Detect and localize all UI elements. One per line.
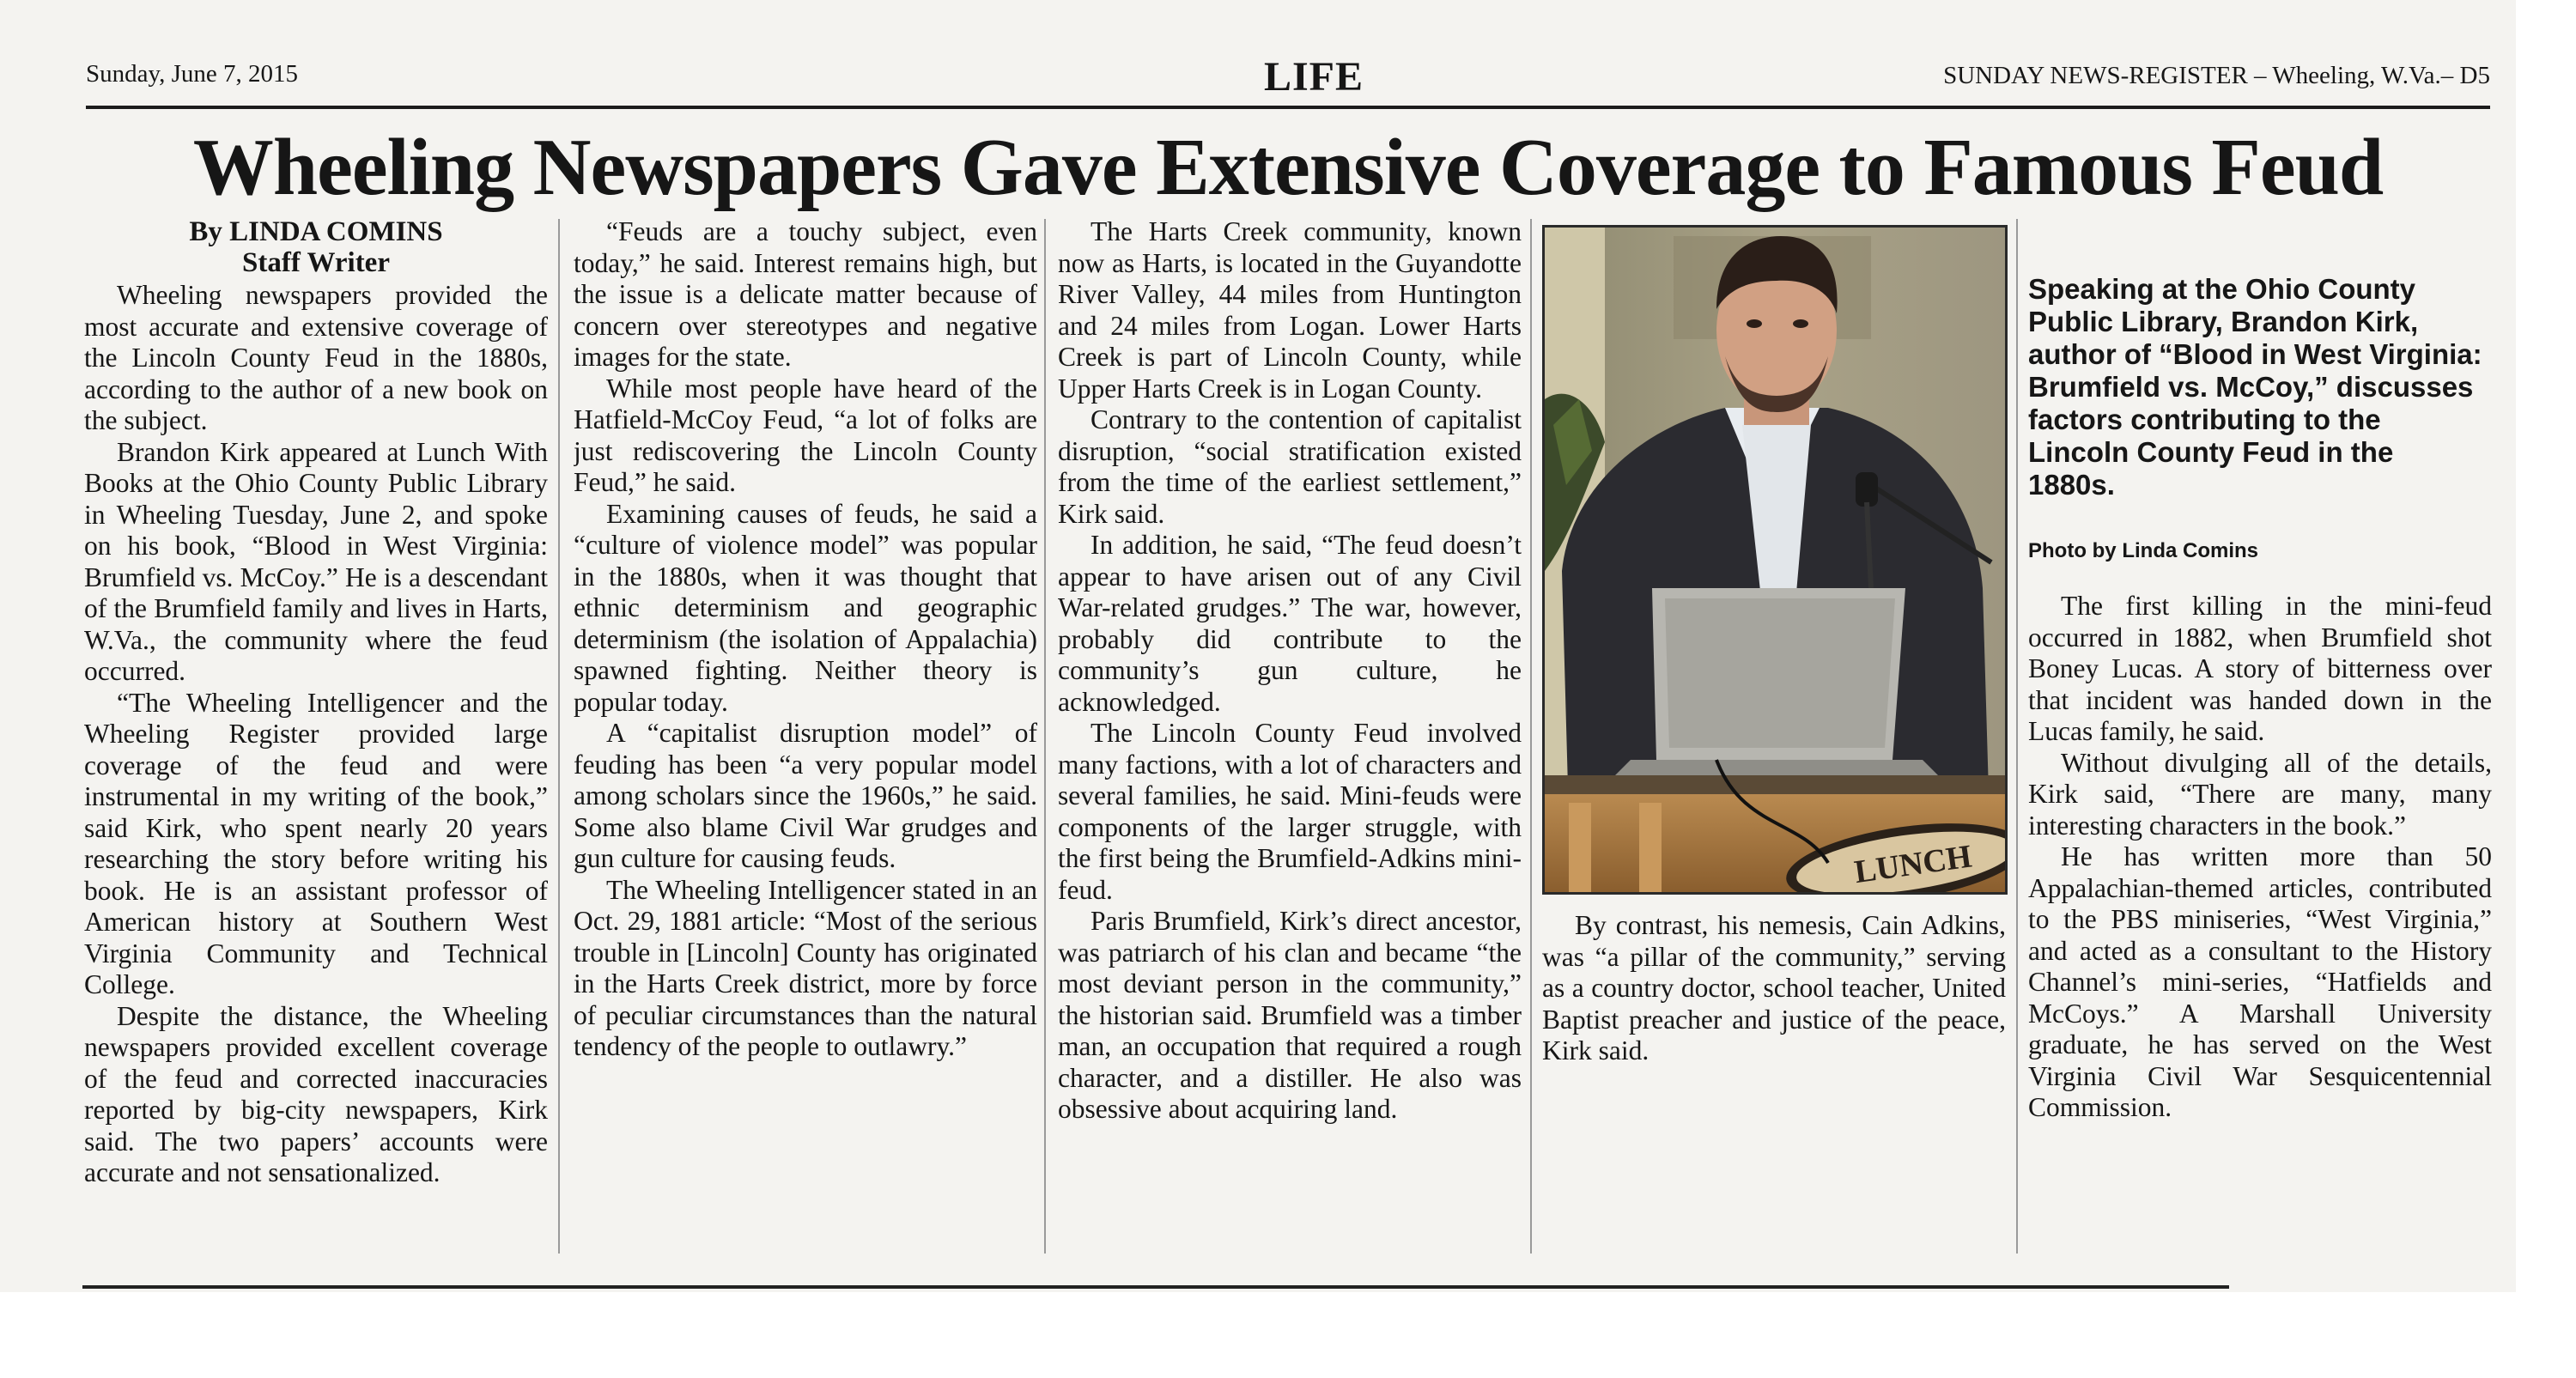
paragraph: “The Wheeling Intelligencer and the Wheeling Register provided large coverage of the feud and were instrumental in my writing of the book,” said Kirk, who spent nearly 20 years researching the story before writing his book. He is an assistant professor of American history at Southern West Virginia Community and Technical College. [84,687,548,999]
issue-date: Sunday, June 7, 2015 [86,60,299,88]
column-divider [1530,219,1532,1254]
section-name: LIFE [1263,54,1364,100]
paragraph: The Harts Creek community, known now as Harts, is located in the Guyandotte River Valley, 44 miles from Huntington and 24 miles from Logan. Lower Harts Creek is part of Lincoln County, while Upper Harts Creek is in Logan County. [1058,216,1522,404]
caption-text: Speaking at the Ohio County Public Library, Brandon Kirk, author of “Blood in West Virginia: Brumfield vs. McCoy,” discusses factors contributing to the Lincoln County Feud in the 1880s. [2028,273,2482,501]
paragraph: The Wheeling Intelligencer stated in an Oct. 29, 1881 article: “Most of the serious trouble in [Lincoln] County has originated in the Harts Creek district, more by force of peculiar circumstances than the natural tendency of the people to outlawry.” [574,874,1037,1061]
paragraph: A “capitalist disruption model” of feuding has been “a very popular model among scholars since the 1960s,” he said. Some also blame Civil War grudges and gun culture for causing feuds. [574,718,1037,873]
article-column-1 [84,216,548,1264]
paragraph: Despite the distance, the Wheeling newspapers provided excellent coverage of the feud and corrected inaccuracies reported by big-city newspapers, Kirk said. The two papers’ accounts were accurate and not sensationalized. [84,1000,548,1187]
paragraph: Without divulging all of the details, Kirk said, “There are many, many interesting characters in the book.” [2028,747,2492,841]
paragraph: By contrast, his nemesis, Cain Adkins, was “a pillar of the community,” serving as a country doctor, school teacher, United Baptist preacher and justice of the peace, Kirk said. [1542,910,2006,1065]
byline-author: By LINDA COMINS [189,216,443,247]
paragraph: The Lincoln County Feud involved many factions, with a lot of characters and several families, he said. Mini-feuds were components of the larger struggle, with the first being the Brumfield-Adkins mini-feud. [1058,718,1522,905]
photo-credit: Photo by Linda Comins [2028,539,2258,562]
podium-sign-text: LUNCH [1852,838,1974,891]
speaker-photo [1542,225,2008,895]
paragraph: The first killing in the mini-feud occurred in 1882, when Brumfield shot Boney Lucas. A story of bitterness over that incident was handed down in the Lucas family, he said. [2028,591,2492,746]
paragraph: Wheeling newspapers provided the most accurate and extensive coverage of the Lincoln County Feud in the 1880s, according to the author of a new book on the subject. [84,280,548,435]
paragraph: Examining causes of feuds, he said a “culture of violence model” was popular in the 1880s, when it was thought that ethnic determinism and geographic determinism (the isolation of Appalachia) spawned fighting. Neither theory is popular today. [574,498,1037,717]
paragraph: While most people have heard of the Hatfield-McCoy Feud, “a lot of folks are just rediscovering the Lincoln County Feud,” he said. [574,373,1037,497]
byline [84,216,548,278]
page-header [86,53,2490,105]
article-column-2 [574,216,1037,1264]
photo-illustration [1545,228,2005,892]
article-column-3 [1058,216,1522,1264]
column-divider [2016,219,2018,1254]
paragraph: Paris Brumfield, Kirk’s direct ancestor, was patriarch of his clan and became “the most deviant person in the community,” the historian said. Brumfield was a timber man, an occupation that required a rough character, and a distiller. He also was obsessive about acquiring land. [1058,906,1522,1124]
paragraph: In addition, he said, “The feud doesn’t appear to have arisen out of any Civil War-related grudges.” The war, however, probably did contribute to the community’s gun culture, he acknowledged. [1058,530,1522,717]
paragraph: Brandon Kirk appeared at Lunch With Books at the Ohio County Public Library in Wheeling Tuesday, June 2, and spoke on his book, “Blood in West Virginia: Brumfield vs. McCoy.” He is a descendant of the Brumfield family and lives in Harts, W.Va., the community where the feud occurred. [84,436,548,686]
column-divider [558,219,560,1254]
headline: Wheeling Newspapers Gave Extensive Coverage to Famous Feud [192,123,2384,212]
bottom-rule [82,1285,2229,1289]
header-rule [86,106,2490,109]
paragraph: He has written more than 50 Appalachian-themed articles, contributed to the PBS miniseries, “West Virginia,” and acted as a consultant to the History Channel’s mini-series, “Hatfields and McCoys.” A Marshall University graduate, he has served on the West Virginia Civil War Sesquicentennial Commission. [2028,841,2492,1122]
paragraph: “Feuds are a touchy subject, even today,” he said. Interest remains high, but the issue is a delicate matter because of concern over stereotypes and negative images for the state. [574,216,1037,372]
byline-role: Staff Writer [242,247,390,278]
paragraph: Contrary to the contention of capitalist disruption, “social stratification existed from the time of the earliest settlement,” Kirk said. [1058,404,1522,529]
article-column-5 [2028,591,2492,1264]
article-column-4 [1542,910,2006,1264]
column-divider [1044,219,1046,1254]
paper-name-page: SUNDAY NEWS-REGISTER – Wheeling, W.Va.– D5 [1943,62,2490,89]
photo-caption [2028,273,2483,563]
